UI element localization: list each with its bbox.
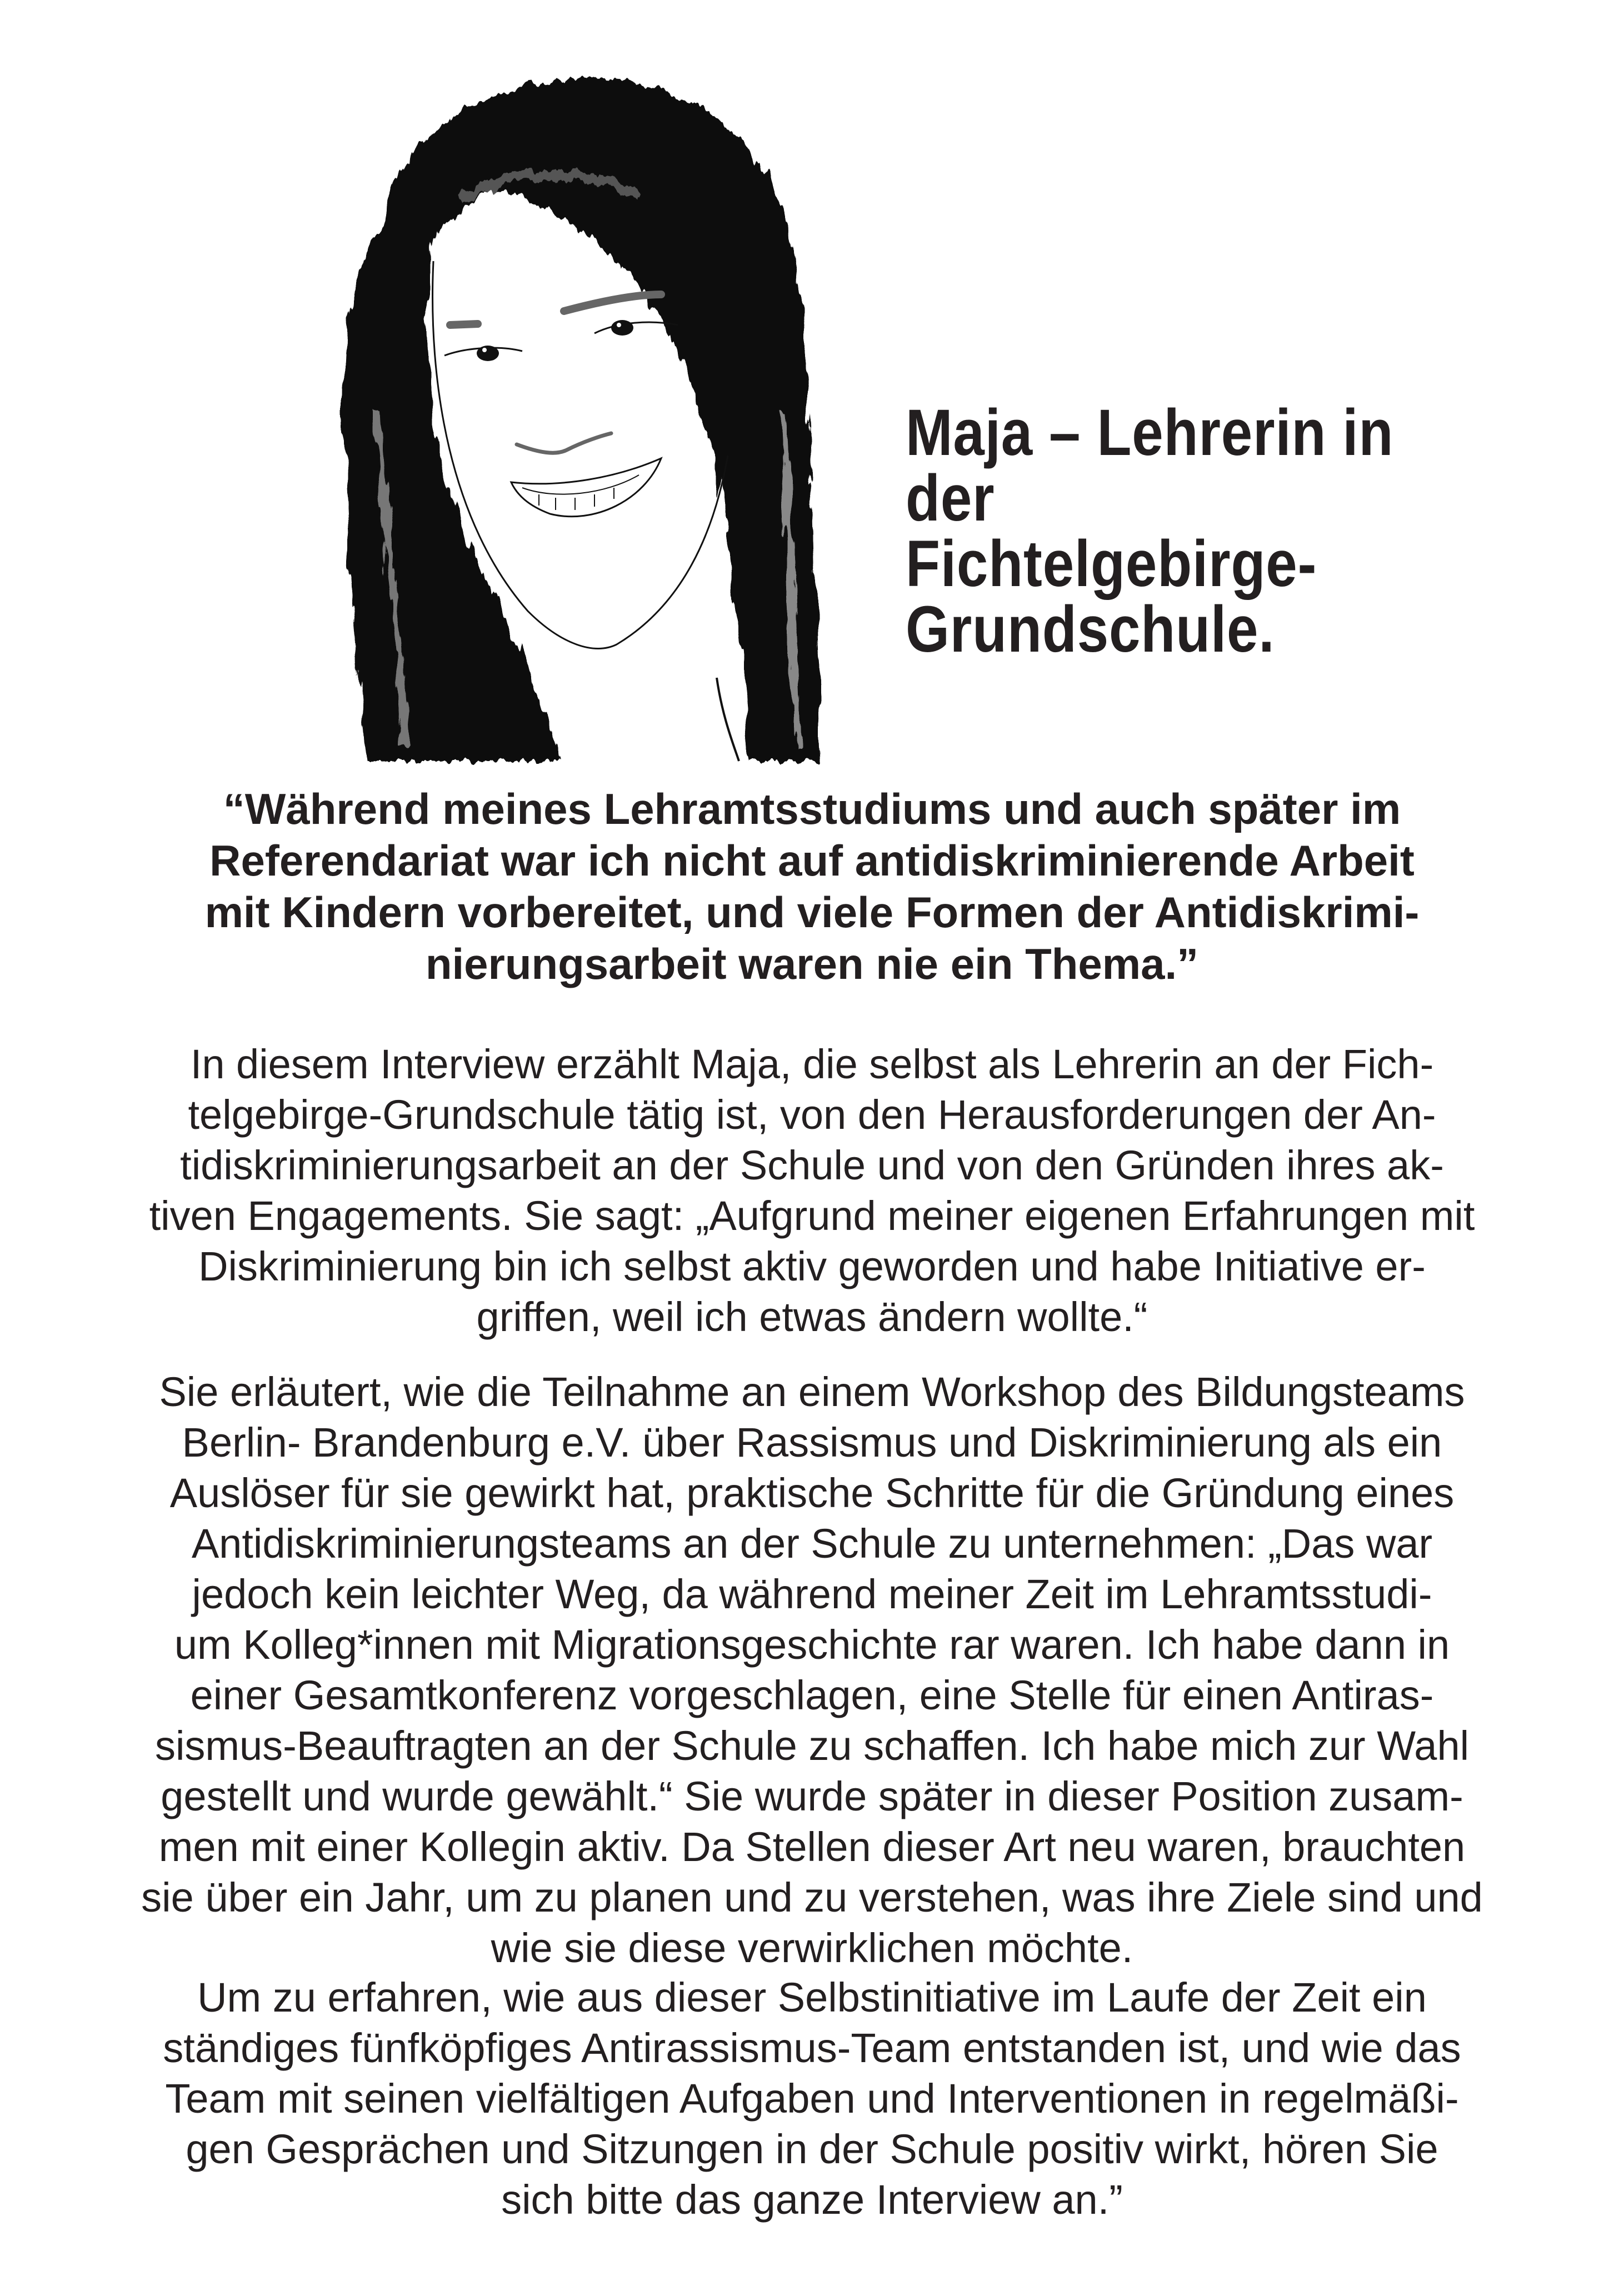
- quote-line: “Während meines Lehramtsstudiums und auch später im: [223, 784, 1401, 833]
- left-eyebrow: [450, 324, 478, 325]
- paragraph-line: Team mit seinen vielfältigen Aufgaben und Interventionen in regelmäßi-: [165, 2075, 1459, 2122]
- workshop-paragraph: [67, 1367, 1557, 1973]
- paragraph-line: men mit einer Kollegin aktiv. Da Stellen dieser Art neu waren, brauchten: [158, 1824, 1466, 1870]
- paragraph-line: Sie erläutert, wie die Teilnahme an einem Workshop des Bildungsteams: [159, 1369, 1465, 1415]
- right-eye: [594, 320, 678, 336]
- quote-line: Referendariat war ich nicht auf antidiskriminierende Arbeit: [209, 836, 1415, 885]
- paragraph-line: Diskriminierung bin ich selbst aktiv geworden und habe Initiative er-: [198, 1243, 1426, 1289]
- smiling-mouth: [511, 458, 661, 517]
- pull-quote: [67, 783, 1557, 990]
- quote-line: mit Kindern vorbereitet, und viele Formen der Antidiskrimi-: [204, 888, 1420, 937]
- closing-paragraph: [67, 1972, 1557, 2225]
- paragraph-line: Berlin- Brandenburg e.V. über Rassismus und Diskriminierung als ein: [182, 1419, 1442, 1465]
- title-line: Fichtelgebirge-: [906, 527, 1317, 601]
- paragraph-line: Antidiskriminierungsteams an der Schule zu unternehmen: „Das war: [191, 1520, 1433, 1567]
- paragraph-line: tiven Engagements. Sie sagt: „Aufgrund meiner eigenen Erfahrungen mit: [149, 1193, 1475, 1239]
- paragraph-line: griffen, weil ich etwas ändern wollte.“: [476, 1294, 1148, 1340]
- paragraph-line: wie sie diese verwirklichen möchte.: [491, 1925, 1133, 1971]
- paragraph-line: sismus-Beauftragten an der Schule zu schaffen. Ich habe mich zur Wahl: [154, 1723, 1470, 1769]
- paragraph-line: Um zu erfahren, wie aus dieser Selbstinitiative im Laufe der Zeit ein: [197, 1974, 1427, 2020]
- left-eye: [444, 346, 522, 361]
- hair: [343, 78, 820, 761]
- title-line: Grundschule.: [906, 593, 1275, 666]
- nose: [517, 433, 611, 453]
- neck-line: [717, 678, 739, 761]
- paragraph-line: sie über ein Jahr, um zu planen und zu verstehen, was ihre Ziele sind und: [141, 1874, 1483, 1920]
- right-eyebrow: [564, 294, 661, 311]
- paragraph-line: einer Gesamtkonferenz vorgeschlagen, eine Stelle für einen Antiras-: [190, 1672, 1434, 1718]
- paragraph-line: sich bitte das ganze Interview an.”: [501, 2177, 1123, 2223]
- title-line: Maja – Lehrerin in: [906, 396, 1394, 469]
- paragraph-line: In diesem Interview erzählt Maja, die selbst als Lehrerin an der Fich-: [190, 1041, 1434, 1087]
- portrait-illustration: [294, 22, 833, 767]
- paragraph-line: ständiges fünfköpfiges Antirassismus-Team entstanden ist, und wie das: [163, 2025, 1461, 2071]
- paragraph-line: gen Gesprächen und Sitzungen in der Schule positiv wirkt, hören Sie: [186, 2126, 1438, 2172]
- title-line: der: [906, 462, 995, 535]
- paragraph-line: tidiskriminierungsarbeit an der Schule und von den Gründen ihres ak-: [180, 1142, 1444, 1188]
- intro-paragraph: [67, 1039, 1557, 1342]
- portrait-icon: [294, 22, 833, 767]
- paragraph-line: gestellt und wurde gewählt.“ Sie wurde später in dieser Position zusam-: [161, 1773, 1463, 1819]
- paragraph-line: um Kolleg*innen mit Migrationsgeschichte rar waren. Ich habe dann in: [174, 1622, 1450, 1668]
- quote-line: nierungsarbeit waren nie ein Thema.”: [425, 939, 1199, 988]
- page-title: [906, 396, 1455, 666]
- paragraph-line: jedoch kein leichter Weg, da während meiner Zeit im Lehramtsstudi-: [192, 1571, 1432, 1617]
- paragraph-line: Auslöser für sie gewirkt hat, praktische Schritte für die Gründung eines: [169, 1470, 1455, 1516]
- paragraph-line: telgebirge-Grundschule tätig ist, von den Herausforderungen der An-: [188, 1092, 1436, 1138]
